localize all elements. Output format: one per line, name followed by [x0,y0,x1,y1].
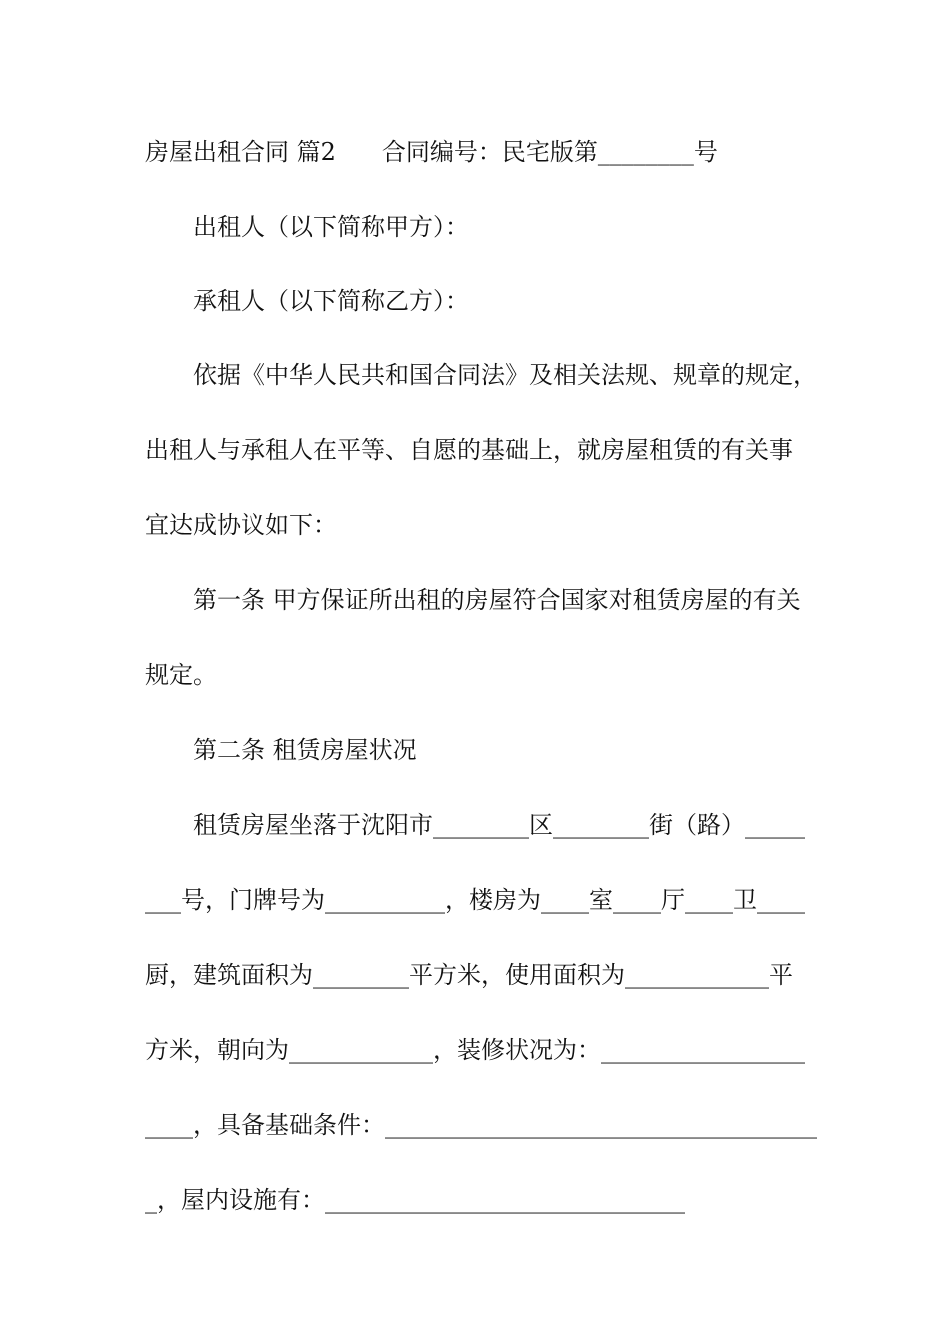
article2-line-5: ____，具备基础条件：____________________________________ [145,1111,817,1139]
article1-line-1: 第一条 甲方保证所出租的房屋符合国家对租赁房屋的有关 [193,586,801,614]
article2-line-3: 厨，建筑面积为________平方米，使用面积为____________平 [145,961,793,989]
article2-title: 第二条 租赁房屋状况 [193,736,417,764]
lessor-line: 出租人（以下简称甲方）： [193,213,469,241]
preamble-line-3: 宜达成协议如下： [145,511,337,539]
document-title: 房屋出租合同 篇2 [145,138,336,166]
article1-line-2: 规定。 [145,661,217,689]
lessee-line: 承租人（以下简称乙方）： [193,287,469,315]
article2-line-2: ___号，门牌号为__________，楼房为____室____厅____卫____ [145,886,805,914]
contract-number: 合同编号：民宅版第________号 [381,138,718,166]
article2-line-6: _，屋内设施有：______________________________ [145,1186,685,1214]
article2-line-4: 方米，朝向为____________，装修状况为：_________________ [145,1036,805,1064]
preamble-line-2: 出租人与承租人在平等、自愿的基础上，就房屋租赁的有关事 [145,436,793,464]
article2-line-1: 租赁房屋坐落于沈阳市________区________街（路）_____ [193,811,805,839]
heading-line [145,135,825,169]
preamble-line-1: 依据《中华人民共和国合同法》及相关法规、规章的规定， [193,361,817,389]
